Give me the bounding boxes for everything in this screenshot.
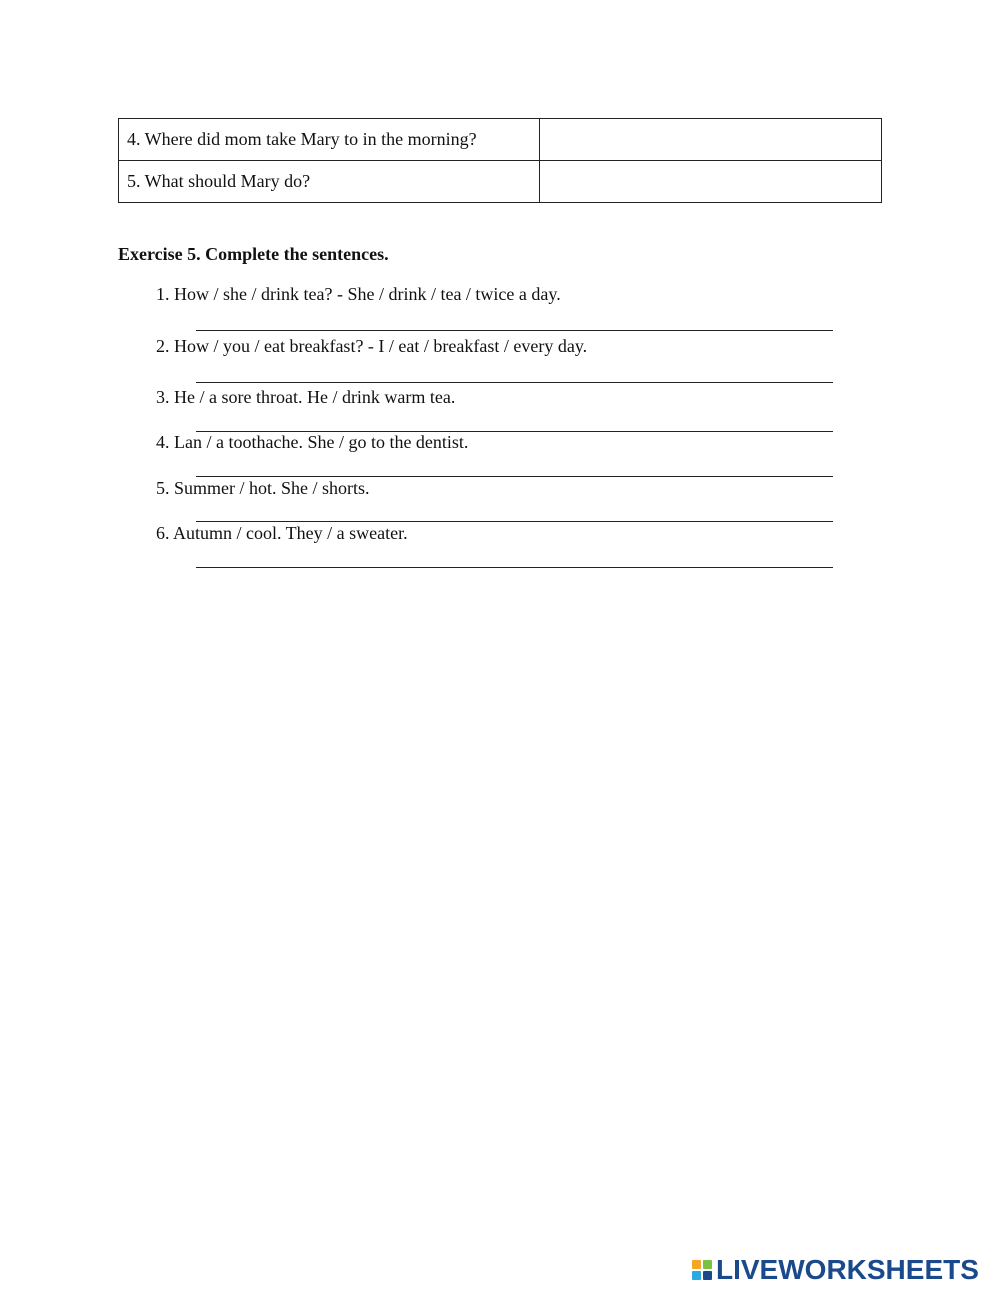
question-cell: 5. What should Mary do? xyxy=(119,161,540,203)
answer-cell xyxy=(539,161,881,203)
question-cell: 4. Where did mom take Mary to in the morning? xyxy=(119,119,540,161)
answer-line-6[interactable] xyxy=(196,546,833,568)
exercise-title: Exercise 5. Complete the sentences. xyxy=(118,244,389,264)
exercise-item-6: 6. Autumn / cool. They / a sweater. xyxy=(156,523,408,543)
logo-square xyxy=(692,1271,701,1280)
exercise-item-2: 2. How / you / eat breakfast? - I / eat / breakfast / every day. xyxy=(156,336,588,356)
liveworksheets-logo xyxy=(692,1256,979,1284)
logo-square xyxy=(703,1271,712,1280)
logo-square xyxy=(703,1260,712,1269)
exercise-item-1: 1. How / she / drink tea? - She / drink / tea / twice a day. xyxy=(156,284,561,304)
exercise-item-5: 5. Summer / hot. She / shorts. xyxy=(156,478,370,498)
answer-line-4[interactable] xyxy=(196,455,833,477)
table-row xyxy=(119,119,882,161)
answer-line-1[interactable] xyxy=(196,309,833,331)
answer-line-3[interactable] xyxy=(196,410,833,432)
logo-square xyxy=(692,1260,701,1269)
table-row xyxy=(119,161,882,203)
answer-line-5[interactable] xyxy=(196,500,833,522)
answer-input-4[interactable] xyxy=(540,119,881,160)
qa-table xyxy=(118,118,882,203)
exercise-item-4: 4. Lan / a toothache. She / go to the dentist. xyxy=(156,432,469,452)
answer-line-2[interactable] xyxy=(196,361,833,383)
brand-name: LIVEWORKSHEETS xyxy=(716,1254,979,1285)
logo-grid-icon xyxy=(692,1260,712,1280)
answer-cell xyxy=(539,119,881,161)
exercise-item-3: 3. He / a sore throat. He / drink warm tea. xyxy=(156,387,456,407)
answer-input-5[interactable] xyxy=(540,161,881,202)
